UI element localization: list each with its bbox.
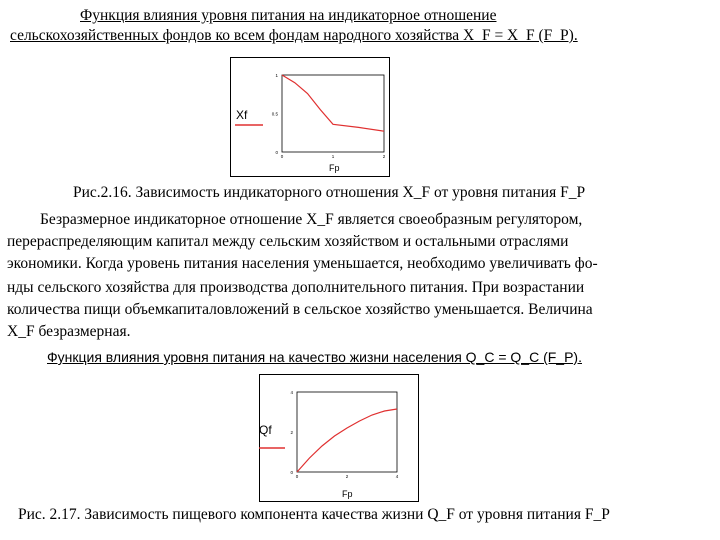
figure-1-x-tick-label: 0 xyxy=(280,154,284,159)
figure-2-x-tick-label: 4 xyxy=(395,474,399,479)
paragraph-line-3: экономики. Когда уровень питания населения уменьшается, необходимо увеличивать фо- xyxy=(7,255,598,272)
figure-2-legend-label: Qf xyxy=(259,423,272,437)
figure-1-x-tick-label: 1 xyxy=(331,154,335,159)
figure-1-y-tick-label: 0 xyxy=(275,150,278,155)
figure-1-xlabel: Fp xyxy=(329,163,340,173)
paragraph-line-2: перераспределяющим капитал между сельским хозяйством и остальными отраслями xyxy=(7,233,569,250)
figure-1-legend-label: Xf xyxy=(236,108,248,122)
paragraph-line-5: количества пищи объемкапиталовложений в сельское хозяйство уменьшается. Величина xyxy=(7,301,593,318)
figure-2-xlabel: Fp xyxy=(342,489,353,499)
figure-2-y-tick-label: 2 xyxy=(290,430,293,435)
heading-line-2: сельскохозяйственных фондов ко всем фондам народного хозяйства X_F = X_F (F_P). xyxy=(10,27,578,44)
heading-line-1: Функция влияния уровня питания на индикаторное отношение xyxy=(80,7,497,24)
paragraph-line-4: нды сельского хозяйства для производства дополнительного питания. При возрастании xyxy=(7,279,585,296)
figure-1-chart xyxy=(230,57,390,177)
figure-1-x-tick-label: 2 xyxy=(382,154,386,159)
figure-2-y-tick-label: 0 xyxy=(290,470,293,475)
paragraph-line-1: Безразмерное индикаторное отношение X_F является своеобразным регулятором, xyxy=(40,211,583,228)
paragraph-line-6: X_F безразмерная. xyxy=(7,323,131,340)
figure-1-y-tick-label: 1 xyxy=(275,73,278,78)
figure-2-chart xyxy=(259,374,419,502)
figure-1-caption: Рис.2.16. Зависимость индикаторного отношения X_F от уровня питания F_P xyxy=(73,184,586,201)
figure-2-x-tick-label: 0 xyxy=(295,474,299,479)
heading-2: Функция влияния уровня питания на качество жизни населения Q_C = Q_C (F_P). xyxy=(47,349,582,365)
figure-2-x-tick-label: 2 xyxy=(345,474,349,479)
figure-1-y-tick-label: 0.5 xyxy=(271,111,278,117)
figure-2-caption: Рис. 2.17. Зависимость пищевого компонента качества жизни Q_F от уровня питания F_P xyxy=(18,506,610,523)
figure-2-y-tick-label: 4 xyxy=(290,390,293,395)
